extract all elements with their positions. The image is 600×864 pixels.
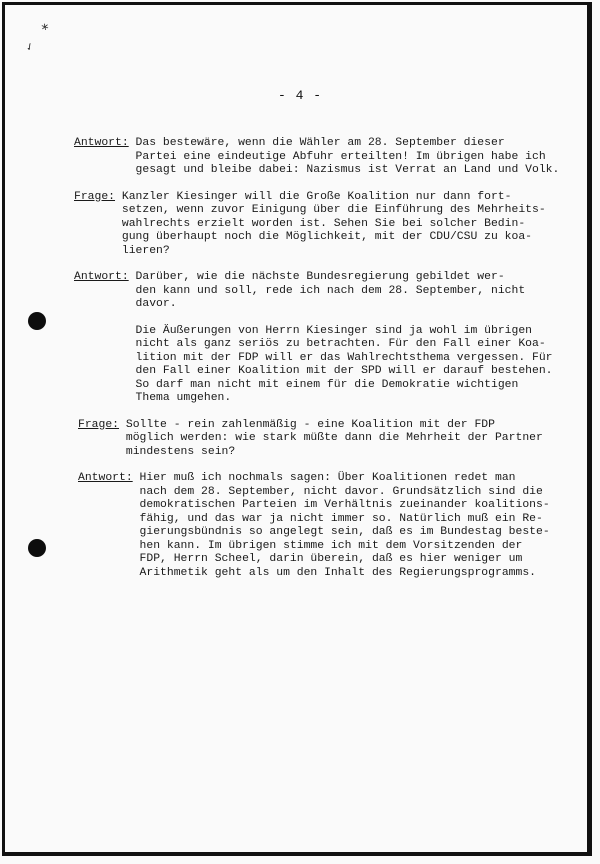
text-line bbox=[74, 137, 554, 151]
line-text: gierungsbündnis so angelegt sein, daß es im Bundestag beste- bbox=[139, 526, 550, 538]
line-text: FDP, Herrn Scheel, darin überein, daß es hier weniger um bbox=[139, 553, 523, 565]
text-line bbox=[74, 379, 554, 393]
line-text: Das bestewäre, wenn die Wähler am 28. September dieser bbox=[135, 137, 505, 149]
text-line bbox=[78, 567, 554, 581]
line-text: Kanzler Kiesinger will die Große Koalition nur dann fort- bbox=[121, 190, 512, 203]
line-text: Darüber, wie die nächste Bundesregierung gebildet wer- bbox=[135, 271, 505, 283]
line-text: So darf man nicht mit einem für die Demokratie wichtigen bbox=[135, 378, 519, 391]
text-line bbox=[74, 218, 554, 232]
punch-hole-top bbox=[28, 312, 46, 330]
punch-hole-bottom bbox=[28, 539, 46, 557]
text-line bbox=[74, 365, 554, 379]
text-line bbox=[74, 191, 554, 205]
text-line bbox=[78, 540, 554, 554]
text-line bbox=[74, 338, 554, 352]
line-text: lieren? bbox=[121, 244, 170, 257]
line-text: Die Äußerungen von Herrn Kiesinger sind ja wohl im übrigen bbox=[135, 324, 532, 337]
text-line bbox=[74, 245, 554, 259]
line-text: gesagt und bleibe dabei: Nazismus ist Verrat an Land und Volk. bbox=[135, 164, 560, 176]
interview-block bbox=[74, 325, 554, 406]
line-text: gung überhaupt noch die Möglichkeit, mit der CDU/CSU zu koa- bbox=[121, 231, 532, 243]
line-text: Thema umgehen. bbox=[135, 392, 232, 404]
text-line bbox=[78, 446, 554, 460]
line-text: möglich werden: wie stark müßte dann die Mehrheit der Partner bbox=[125, 432, 543, 444]
line-text: fähig, und das war ja nicht immer so. Natürlich muß ein Re- bbox=[139, 512, 543, 525]
text-line bbox=[74, 231, 554, 245]
speaker-label: Antwort: bbox=[78, 472, 133, 484]
interview-block bbox=[78, 419, 554, 460]
text-line bbox=[78, 499, 554, 513]
line-text: wahlrechts erzielt worden ist. Sehen Sie bei solcher Bedin- bbox=[121, 217, 526, 230]
text-line bbox=[78, 513, 554, 527]
handwritten-tick-mark: ✓ bbox=[23, 40, 37, 55]
line-text: den kann und soll, rede ich nach dem 28. September, nicht bbox=[135, 284, 526, 297]
text-line bbox=[78, 526, 554, 540]
handwritten-star-mark: * bbox=[40, 21, 51, 39]
line-text: hen kann. Im übrigen stimme ich mit dem Vorsitzenden der bbox=[139, 539, 523, 552]
text-line bbox=[78, 553, 554, 567]
text-line bbox=[78, 486, 554, 500]
line-text: Arithmetik geht als um den Inhalt des Regierungsprogramms. bbox=[139, 566, 536, 579]
interview-block bbox=[78, 472, 554, 580]
text-line bbox=[74, 352, 554, 366]
line-text: davor. bbox=[135, 298, 177, 310]
text-line bbox=[74, 325, 554, 339]
text-line bbox=[74, 298, 554, 312]
line-text: demokratischen Parteien im Verhältnis zueinander koalitions- bbox=[139, 499, 550, 511]
speaker-label: Frage: bbox=[74, 190, 116, 203]
interview-text bbox=[74, 137, 560, 593]
speaker-label: Antwort: bbox=[74, 137, 129, 149]
line-text: Sollte - rein zahlenmäßig - eine Koalition mit der FDP bbox=[125, 418, 495, 431]
text-line bbox=[74, 271, 554, 285]
text-line bbox=[74, 285, 554, 299]
text-line bbox=[74, 204, 554, 218]
line-text: setzen, wenn zuvor Einigung über die Einführung des Mehrheits- bbox=[121, 204, 546, 216]
line-text: nicht als ganz seriös zu betrachten. Für den Fall einer Koa- bbox=[135, 338, 546, 350]
page-number: - 4 - bbox=[277, 88, 322, 103]
interview-block bbox=[74, 271, 554, 312]
line-text: Partei eine eindeutige Abfuhr erteilten! Im übrigen habe ich bbox=[135, 150, 546, 163]
text-line bbox=[74, 151, 554, 165]
text-line bbox=[74, 392, 554, 406]
line-text: Hier muß ich nochmals sagen: Über Koalitionen redet man bbox=[139, 472, 516, 484]
line-text: mindestens sein? bbox=[125, 445, 236, 458]
interview-block bbox=[74, 191, 554, 259]
line-text: nach dem 28. September, nicht davor. Grundsätzlich sind die bbox=[139, 485, 543, 498]
speaker-label: Antwort: bbox=[74, 271, 129, 283]
text-line bbox=[78, 472, 554, 486]
text-line bbox=[74, 164, 560, 178]
text-line bbox=[78, 419, 554, 433]
line-text: lition mit der FDP will er das Wahlrechtsthema vergessen. Für bbox=[135, 351, 553, 364]
line-text: den Fall einer Koalition mit der SPD will er darauf bestehen. bbox=[135, 365, 553, 377]
speaker-label: Frage: bbox=[78, 418, 120, 431]
interview-block bbox=[74, 137, 560, 178]
text-line bbox=[78, 432, 554, 446]
